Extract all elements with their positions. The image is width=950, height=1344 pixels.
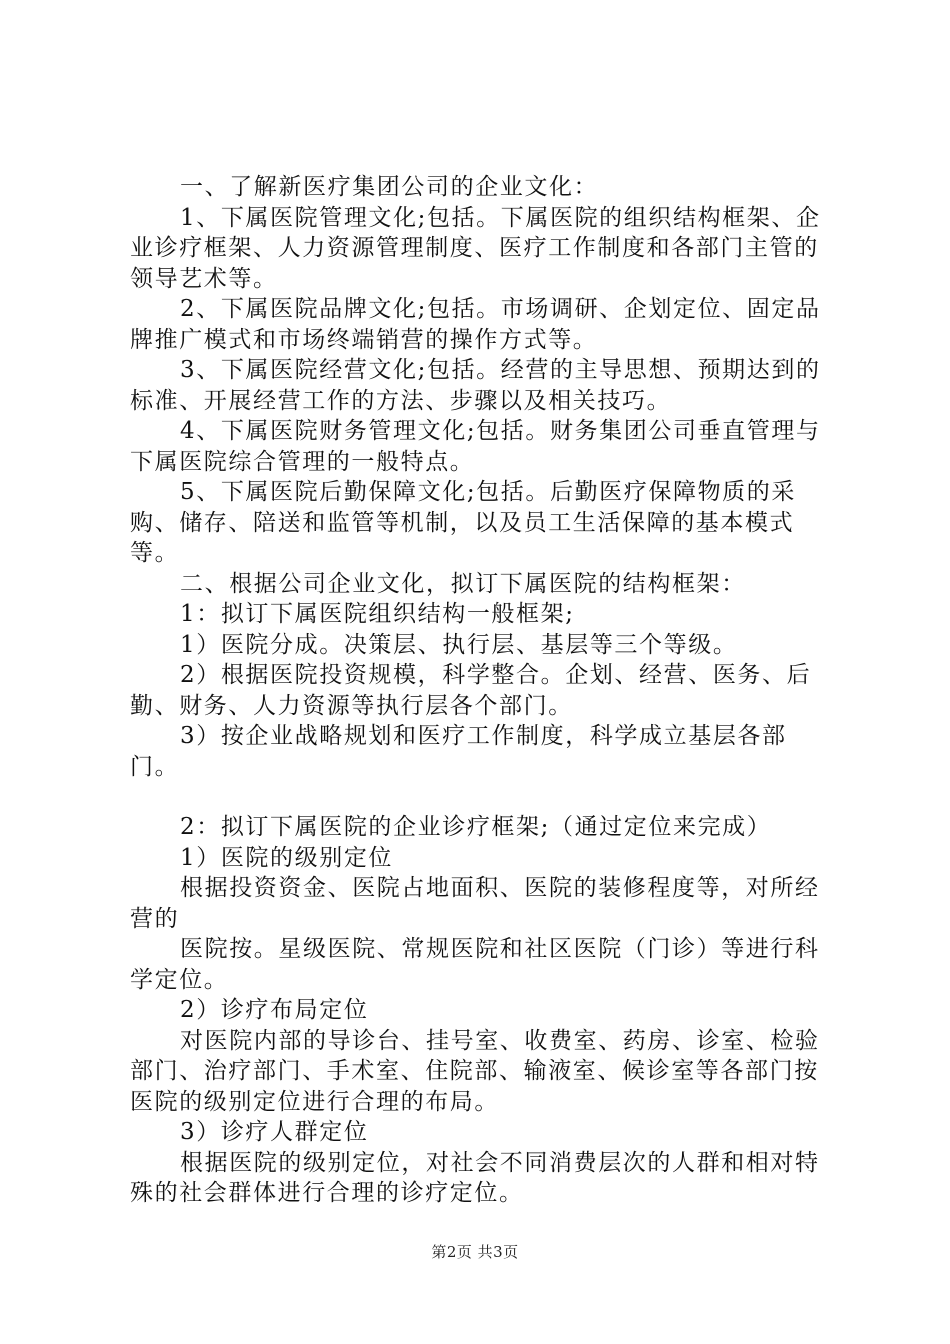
paragraph-layout-positioning: 对医院内部的导诊台、挂号室、收费室、药房、诊室、检验部门、治疗部门、手术室、住院部、输液室、候诊室等各部门按医院的级别定位进行合理的布局。 [130,1027,820,1115]
section-heading-2: 二、根据公司企业文化，拟订下属医院的结构框架： [180,570,746,597]
paragraph-level-positioning-2: 医院按。星级医院、常规医院和社区医院（门诊）等进行科学定位。 [130,936,820,993]
subheading-org-structure: 1：拟订下属医院组织结构一般框架; [180,601,575,627]
page-number-footer: 第2页 共3页 [431,1243,519,1261]
paragraph-logistics-culture: 5、下属医院后勤保障文化;包括。后勤医疗保障物质的采购、储存、陪送和监管等机制，以及员工生活保障的基本模式等。 [130,479,796,566]
paragraph-operation-culture: 3、下属医院经营文化;包括。经营的主导思想、预期达到的标准、开展经营工作的方法、步骤以及相关技巧。 [130,357,821,414]
paragraph-level-positioning-1: 根据投资资金、医院占地面积、医院的装修程度等，对所经营的 [130,875,820,932]
blank-line [130,782,835,812]
list-item-crowd-positioning: 3）诊疗人群定位 [180,1119,369,1145]
paragraph-brand-culture: 2、下属医院品牌文化;包括。市场调研、企划定位、固定品牌推广模式和市场终端销营的操作方式等。 [130,296,821,353]
list-item-layout-positioning: 2）诊疗布局定位 [180,997,369,1023]
list-item-levels: 1）医院分成。决策层、执行层、基层等三个等级。 [180,631,738,658]
paragraph-crowd-positioning: 根据医院的级别定位，对社会不同消费层次的人群和相对特殊的社会群体进行合理的诊疗定位。 [130,1149,820,1206]
paragraph-management-culture: 1、下属医院管理文化;包括。下属医院的组织结构框架、企业诊疗框架、人力资源管理制度、医疗工作制度和各部门主管的领导艺术等。 [130,204,821,292]
list-item-level-positioning: 1）医院的级别定位 [180,844,394,871]
subheading-diagnosis-framework: 2：拟订下属医院的企业诊疗框架;（通过定位来完成） [180,814,772,840]
paragraph-finance-culture: 4、下属医院财务管理文化;包括。财务集团公司垂直管理与下属医院综合管理的一般特点。 [130,418,821,475]
list-item-strategy: 3）按企业战略规划和医疗工作制度，科学成立基层各部门。 [130,723,787,780]
document-body [130,172,835,1209]
list-item-scale: 2）根据医院投资规模，科学整合。企划、经营、医务、后勤、财务、人力资源等执行层各个部门。 [130,662,812,719]
section-heading-1: 一、了解新医疗集团公司的企业文化： [180,174,599,200]
